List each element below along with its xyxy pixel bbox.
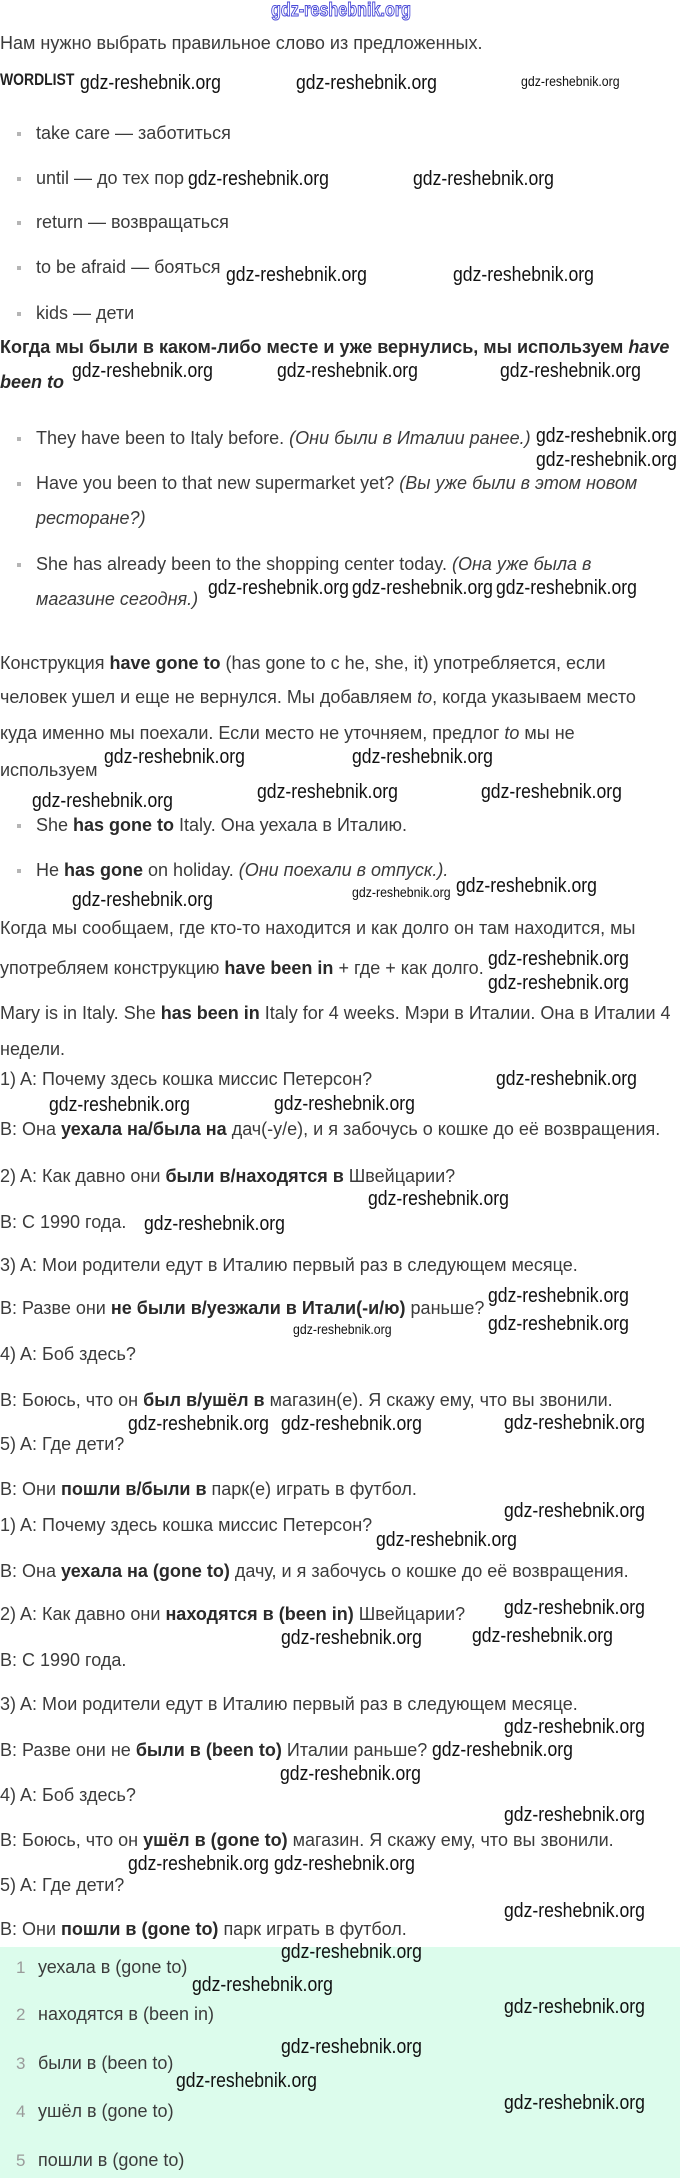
text-segment: магазин. Я скажу ему, что вы звонили. [287,1830,614,1850]
watermark: gdz-reshebnik.org [521,73,620,89]
text-segment: ресторане?) [36,508,146,528]
paragraph-line [0,653,606,674]
text-segment: take care — заботиться [36,123,231,143]
bullet-item [36,554,591,575]
text-segment: have [628,337,670,357]
text-segment: B: Боюсь, что он [0,1390,144,1410]
text-segment: 4) A: Боб здесь? [0,1785,136,1805]
paragraph-line [0,1069,372,1090]
bullet-item [36,428,531,449]
bullet-icon [17,177,21,181]
bullet-icon [17,437,21,441]
text-segment: Конструкция [0,653,110,673]
text-segment: B: Боюсь, что он [0,1830,144,1850]
paragraph-line [0,1875,124,1896]
watermark: gdz-reshebnik.org [352,884,451,900]
watermark: gdz-reshebnik.org [500,360,641,382]
text-segment: находятся в (been in) [165,1604,354,1624]
text-segment: He [36,860,65,880]
text-segment: парк играть в футбол. [218,1919,407,1939]
text-segment: куда именно мы поехали. Если место не уточняем, предлог [0,723,505,743]
text-segment: магазине сегодня.) [36,589,199,609]
text-segment: ушёл в (gone to) [143,1830,288,1850]
text-segment: пошли в/были в [61,1479,207,1499]
paragraph-line [0,760,98,781]
paragraph-line [0,1604,465,1625]
watermark: gdz-reshebnik.org [176,2070,317,2092]
text-segment: 4) A: Боб здесь? [0,1344,136,1364]
text-segment: был в/ушёл в [143,1390,265,1410]
paragraph-line [0,1479,417,1500]
bullet-item [36,473,637,494]
watermark: gdz-reshebnik.org [496,577,637,599]
answer-text: находятся в (been in) [38,2004,215,2024]
bullet-icon [17,824,21,828]
intro-text: Нам нужно выбрать правильное слово из предложенных. [0,33,483,53]
paragraph-line [0,1003,671,1024]
bullet-icon [17,132,21,136]
watermark: gdz-reshebnik.org [188,168,329,190]
watermark: gdz-reshebnik.org [72,360,213,382]
watermark: gdz-reshebnik.org [192,1974,333,1996]
answer-number: 1 [16,1958,26,1977]
paragraph-line [0,1515,372,1536]
watermark: gdz-reshebnik.org [453,264,594,286]
watermark: gdz-reshebnik.org [504,1597,645,1619]
paragraph-line [0,1740,427,1761]
paragraph-line [0,337,669,358]
text-segment: 1) A: Почему здесь кошка миссис Петерсон? [0,1515,373,1535]
watermark: gdz-reshebnik.org [128,1853,269,1875]
bullet-item [36,815,407,836]
answer-text: ушёл в (gone to) [38,2101,174,2121]
text-segment: been to [0,372,65,392]
text-segment: употребляем конструкцию [0,958,225,978]
watermark: gdz-reshebnik.org [80,72,221,94]
text-segment: Швейцарии? [343,1166,456,1186]
text-segment: магазин(е). Я скажу ему, что вы звонили. [264,1390,613,1410]
watermark: gdz-reshebnik.org [413,168,554,190]
paragraph-line [0,372,64,393]
text-segment: (Она уже была в [451,554,592,574]
watermark: gdz-reshebnik.org [352,746,493,768]
paragraph-line [0,1212,126,1233]
bullet-icon [17,221,21,225]
text-segment: to [417,687,433,707]
text-segment: Италии раньше? [281,1740,428,1760]
watermark: gdz-reshebnik.org [257,781,398,803]
paragraph-line [0,1830,614,1851]
watermark: gdz-reshebnik.org [104,746,245,768]
watermark: gdz-reshebnik.org [481,781,622,803]
watermark: gdz-reshebnik.org [456,875,597,897]
watermark: gdz-reshebnik.org [488,972,629,994]
text-segment: 5) A: Где дети? [0,1875,125,1895]
paragraph-line [0,687,636,708]
answer-number: 5 [16,2151,26,2170]
paragraph-line [0,1255,578,1276]
text-segment: to be afraid — бояться [36,257,221,277]
text-segment: (Вы уже были в этом новом [399,473,638,493]
text-segment: мы не [519,723,575,743]
text-segment: to [504,723,520,743]
paragraph-line [0,1166,455,1187]
watermark: gdz-reshebnik.org [488,1313,629,1335]
text-segment: Когда мы были в каком-либо месте и уже вернулись, мы используем [0,337,629,357]
answer-text: были в (been to) [38,2053,174,2073]
text-segment: (Они поехали в отпуск.). [238,860,449,880]
text-segment: 3) A: Мои родители едут в Италию первый раз в следующем месяце. [0,1255,578,1275]
bullet-icon [17,266,21,270]
text-segment: 2) A: Как давно они [0,1604,166,1624]
text-segment: (has gone to с he, she, it) употребляется, если [220,653,606,673]
text-segment: Italy for 4 weeks. Мэри в Италии. Она в Италии 4 [259,1003,671,1023]
text-segment: дач(-у/е), и я забочусь о кошке до её возвращения. [226,1119,661,1139]
text-segment: B: Разве они [0,1298,111,1318]
watermark: gdz-reshebnik.org [281,2036,422,2058]
paragraph-line [0,1919,407,1940]
bullet-item [36,257,221,278]
watermark: gdz-reshebnik.org [274,1853,415,1875]
paragraph-line [0,1694,578,1715]
watermark: gdz-reshebnik.org [226,264,367,286]
watermark: gdz-reshebnik.org [504,2092,645,2114]
watermark: gdz-reshebnik.org [280,1763,421,1785]
bullet-item [36,860,448,881]
watermark: gdz-reshebnik.org [277,360,418,382]
text-segment: парк(е) играть в футбол. [206,1479,417,1499]
watermark: gdz-reshebnik.org [293,1321,392,1337]
text-segment: Швейцарии? [353,1604,466,1624]
watermark: gdz-reshebnik.org [49,1094,190,1116]
text-segment: have gone to [109,653,221,673]
watermark: gdz-reshebnik.org [472,1625,613,1647]
bullet-icon [17,312,21,316]
watermark: gdz-reshebnik.org [32,790,173,812]
bullet-icon [17,563,21,567]
watermark: gdz-reshebnik.org [536,449,677,471]
text-segment: Have you been to that new supermarket yet? [36,473,400,493]
text-segment: не были в/уезжали в Итали(-и/ю) [110,1298,406,1318]
text-segment: , когда указываем место [432,687,636,707]
watermark: gdz-reshebnik.org [144,1213,285,1235]
watermark: gdz-reshebnik.org [432,1739,573,1761]
paragraph-line [0,918,635,939]
text-segment: B: Она [0,1119,61,1139]
text-segment: были в/находятся в [165,1166,344,1186]
watermark: gdz-reshebnik.org [504,1900,645,1922]
text-segment: раньше? [405,1298,485,1318]
text-segment: until — до тех пор [36,168,184,188]
paragraph-line [0,1039,65,1060]
watermark: gdz-reshebnik.org [488,948,629,970]
watermark: gdz-reshebnik.org [536,425,677,447]
bullet-item [36,123,231,144]
paragraph-line [0,1785,136,1806]
watermark: gdz-reshebnik.org [281,1941,422,1963]
text-segment: B: Она [0,1561,61,1581]
text-segment: B: С 1990 года. [0,1212,127,1232]
watermark: gdz-reshebnik.org [281,1627,422,1649]
text-segment: has gone to [73,815,175,835]
text-segment: have been in [224,958,334,978]
text-segment: Когда мы сообщаем, где кто-то находится и как долго он там находится, мы [0,918,636,938]
paragraph-line [0,1344,136,1365]
text-segment: B: Они [0,1919,62,1939]
text-segment: уехала на/была на [60,1119,227,1139]
watermark: gdz-reshebnik.org [504,1804,645,1826]
text-segment: She has already been to the shopping center today. [36,554,452,574]
paragraph-line [0,1119,660,1140]
watermark: gdz-reshebnik.org [504,1500,645,1522]
answer-text: пошли в (gone to) [38,2150,185,2170]
text-segment: + где + как долго. [333,958,484,978]
paragraph-line [0,958,484,979]
answer-number: 3 [16,2054,26,2073]
paragraph-line [0,1390,613,1411]
text-segment: человек ушел и еще не вернулся. Мы добавляем [0,687,418,707]
watermark: gdz-reshebnik.org [72,889,213,911]
text-segment: They have been to Italy before. [36,428,290,448]
watermark: gdz-reshebnik.org [376,1529,517,1551]
watermark: gdz-reshebnik.org [274,1093,415,1115]
watermark: gdz-reshebnik.org [504,1716,645,1738]
bullet-item [36,303,134,324]
paragraph-line [0,1650,126,1671]
text-segment: on holiday. [143,860,239,880]
text-segment: пошли в (gone to) [61,1919,219,1939]
text-segment: She [36,815,74,835]
watermark: gdz-reshebnik.org [281,1413,422,1435]
bullet-item [36,212,229,233]
answer-text: уехала в (gone to) [38,1957,188,1977]
answer-number: 4 [16,2102,26,2121]
bullet-icon [17,482,21,486]
text-segment: 1) A: Почему здесь кошка миссис Петерсон? [0,1069,373,1089]
header-watermark: gdz-reshebnik.org [271,0,411,21]
wordlist-heading: WORDLIST [0,70,75,89]
text-segment: 3) A: Мои родители едут в Италию первый раз в следующем месяце. [0,1694,578,1714]
watermark: gdz-reshebnik.org [488,1285,629,1307]
text-segment: B: Разве они не [0,1740,136,1760]
text-segment: 2) A: Как давно они [0,1166,166,1186]
text-segment: has been in [160,1003,260,1023]
answer-number: 2 [16,2005,26,2024]
watermark: gdz-reshebnik.org [128,1413,269,1435]
watermark: gdz-reshebnik.org [208,577,349,599]
text-segment: 5) A: Где дети? [0,1434,125,1454]
text-segment: (Они были в Италии ранее.) [289,428,531,448]
text-segment: B: С 1990 года. [0,1650,127,1670]
text-segment: уехала на (gone to) [60,1561,230,1581]
text-segment: Mary is in Italy. She [0,1003,161,1023]
paragraph-line [0,1561,629,1582]
watermark: gdz-reshebnik.org [504,1996,645,2018]
paragraph-line [0,1434,124,1455]
watermark: gdz-reshebnik.org [352,577,493,599]
watermark: gdz-reshebnik.org [496,1068,637,1090]
text-segment: has gone [64,860,144,880]
text-segment: Italy. Она уехала в Италию. [174,815,408,835]
watermark: gdz-reshebnik.org [504,1412,645,1434]
paragraph-line [0,1298,484,1319]
bullet-item [36,168,184,189]
watermark: gdz-reshebnik.org [296,72,437,94]
text-segment: B: Они [0,1479,62,1499]
paragraph-line [36,508,146,529]
bullet-icon [17,869,21,873]
text-segment: return — возвращаться [36,212,229,232]
text-segment: используем [0,760,98,780]
text-segment: kids — дети [36,303,135,323]
paragraph-line [36,589,198,610]
watermark: gdz-reshebnik.org [368,1188,509,1210]
paragraph-line [0,723,575,744]
text-segment: недели. [0,1039,66,1059]
text-segment: дачу, и я забочусь о кошке до её возвращения. [229,1561,629,1581]
text-segment: были в (been to) [135,1740,282,1760]
